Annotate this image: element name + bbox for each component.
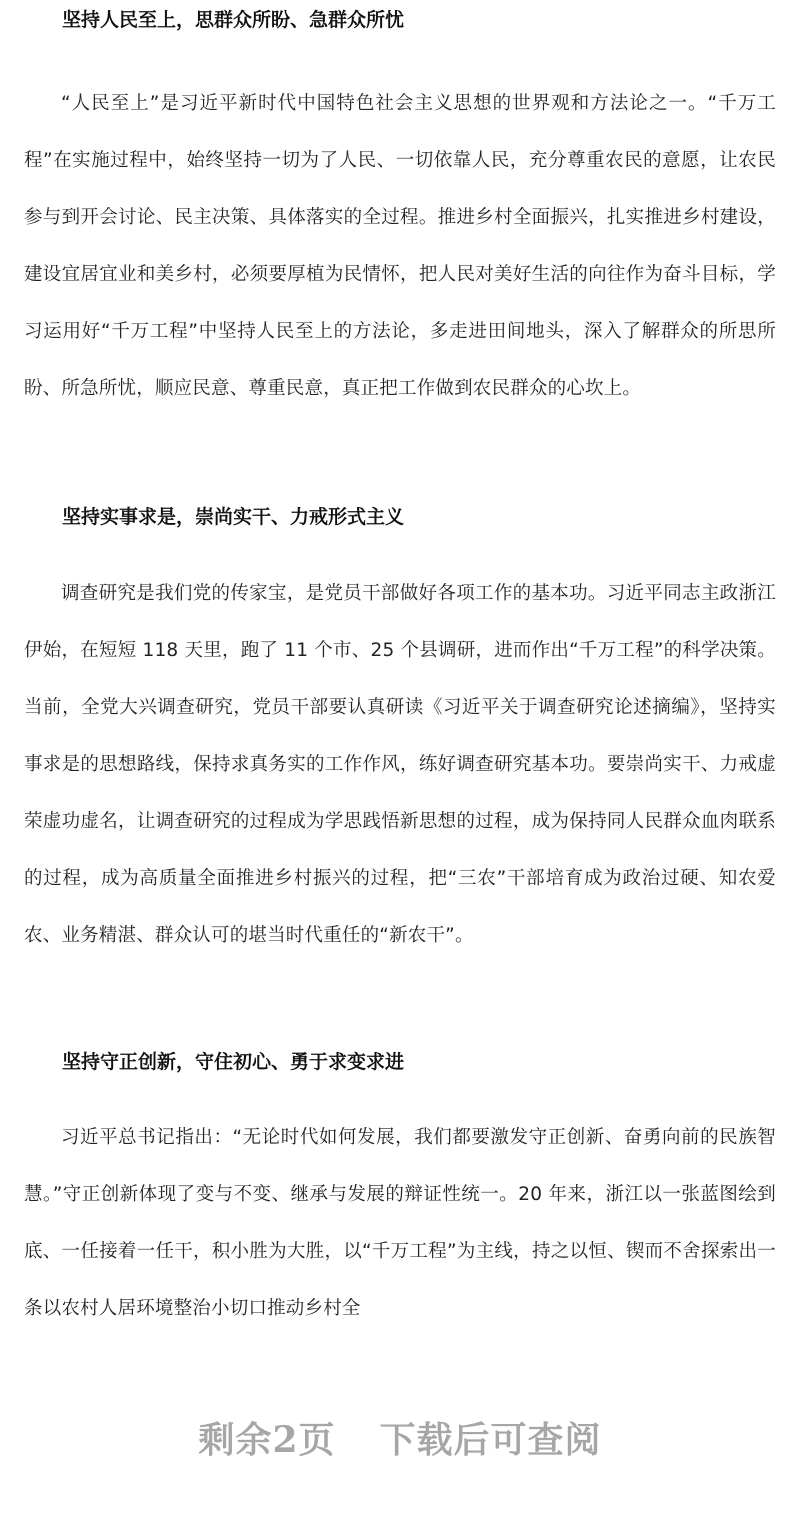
section-paragraph-2: 调查研究是我们党的传家宝，是党员干部做好各项工作的基本功。习近平同志主政浙江伊始，在短短 118 天里，跑了 11 个市、25 个县调研，进而作出“千万工程”的科学决策。当前，全党大兴调查研究，党员干部要认真研读《习近平关于调查研究论述摘编》，坚持实事求是的思想路线，保持求真务实的工作作风，练好调查研究基本功。要崇尚实干、力戒虚荣虚功虚名，让调查研究的过程成为学思践悟新思想的过程，成为保持同人民群众血肉联系的过程，成为高质量全面推进乡村振兴的过程，把“三农”干部培育成为政治过硬、知农爱农、业务精湛、群众认可的堪当时代重任的“新农干”。 bbox=[24, 583, 776, 946]
section-heading-3: 坚持守正创新，守住初心、勇于求变求进 bbox=[62, 1051, 405, 1073]
remaining-pages-label: 剩余2页 bbox=[198, 1419, 336, 1461]
section-heading-1: 坚持人民至上，思群众所盼、急群众所忧 bbox=[62, 9, 405, 31]
download-notice[interactable] bbox=[0, 1414, 800, 1466]
download-prompt-label: 下载后可查阅 bbox=[379, 1419, 602, 1461]
section-paragraph-3: 习近平总书记指出：“无论时代如何发展，我们都要激发守正创新、奋勇向前的民族智慧。”守正创新体现了变与不变、继承与发展的辩证性统一。20 年来，浙江以一张蓝图绘到底、一任接着一任干，积小胜为大胜，以“千万工程”为主线，持之以恒、锲而不舍探索出一条以农村人居环境整治小切口推动乡村全 bbox=[24, 1127, 776, 1319]
section-heading-2: 坚持实事求是，崇尚实干、力戒形式主义 bbox=[62, 506, 405, 528]
section-paragraph-1: “人民至上”是习近平新时代中国特色社会主义思想的世界观和方法论之一。“千万工程”在实施过程中，始终坚持一切为了人民、一切依靠人民，充分尊重农民的意愿，让农民参与到开会讨论、民主决策、具体落实的全过程。推进乡村全面振兴，扎实推进乡村建设，建设宜居宜业和美乡村，必须要厚植为民情怀，把人民对美好生活的向往作为奋斗目标，学习运用好“千万工程”中坚持人民至上的方法论，多走进田间地头，深入了解群众的所思所盼、所急所忧，顺应民意、尊重民意，真正把工作做到农民群众的心坎上。 bbox=[24, 93, 776, 399]
